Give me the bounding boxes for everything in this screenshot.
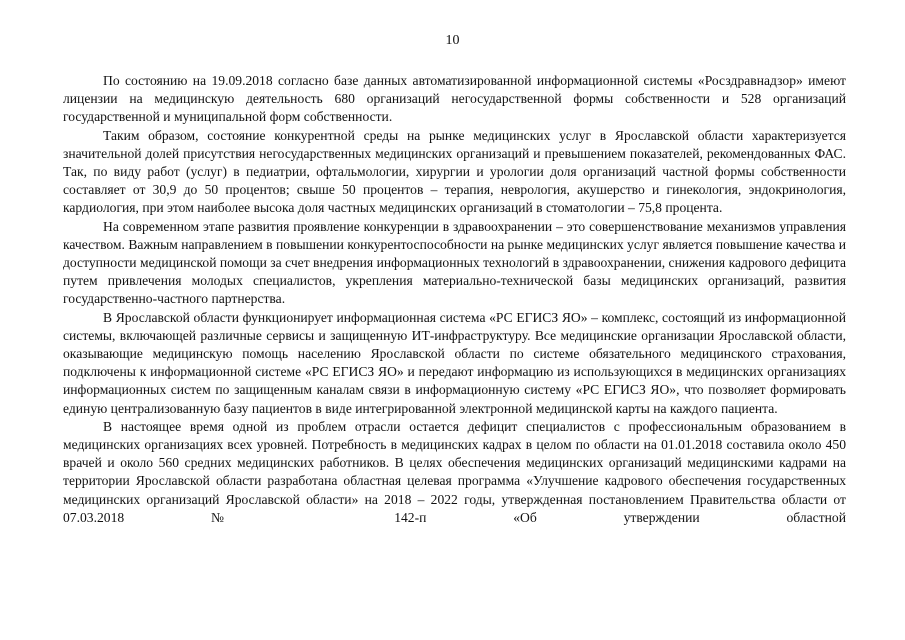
paragraph-licenses: По состоянию на 19.09.2018 согласно базе данных автоматизированной информационной системы «Росздравнадзор» имеют лицензии на медицинскую деятельность 680 организаций негосударственной формы собственности и 528 организаций государственной и муниципальной форм собственности. — [63, 73, 846, 125]
page-number: 10 — [445, 33, 460, 48]
paragraph-information-system: В Ярославской области функционирует информационная система «РС ЕГИСЗ ЯО» – комплекс, состоящий из информационной системы, включающей различные сервисы и защищенную ИТ-инфраструктуру. Все медицинские организации Ярославской области, оказывающие медицинскую помощь населению Ярославской области по системе обязательного медицинского страхования, подключены к информационной системе «РС ЕГИСЗ ЯО» и передают информацию из использующихся в медицинских организациях информационных систем по защищенным каналам связи в информационную систему «РС ЕГИСЗ ЯО», что позволяет формировать единую централизованную базу пациентов в виде интегрированной электронной медицинской карты на каждого пациента. — [63, 309, 846, 416]
paragraph-quality-management: На современном этапе развития проявление конкуренции в здравоохранении – это совершенствование механизмов управления качеством. Важным направлением в повышении конкурентоспособности на рынке медицинских услуг является повышение качества и доступности медицинской помощи за счет внедрения информационных технологий в здравоохранении, снижения кадрового дефицита путем привлечения молодых специалистов, укрепления материально-технической базы медицинских организаций, развития государственно-частного партнерства. — [63, 218, 846, 307]
paragraph-staff-shortage: В настоящее время одной из проблем отрасли остается дефицит специалистов с профессиональным образованием в медицинских организациях всех уровней. Потребность в медицинских кадрах в целом по области на 01.01.2018 составила около 450 врачей и около 560 средних медицинских работников. В целях обеспечения медицинских организаций медицинскими кадрами на территории Ярославской области разработана областная целевая программа «Улучшение кадрового обеспечения государственных медицинских организаций Ярославской области» на 2018 – 2022 годы, утвержденная постановлением Правительства области от 07.03.2018 № 142-п «Об утверждении областной — [63, 418, 846, 525]
paragraph-competitive-environment: Таким образом, состояние конкурентной среды на рынке медицинских услуг в Ярославской области характеризуется значительной долей присутствия негосударственных медицинских организаций и превышением показателей, рекомендованных ФАС. Так, по виду работ (услуг) в педиатрии, офтальмологии, хирургии и урологии доля организаций частной формы собственности составляет от 30,9 до 50 процентов; свыше 50 процентов – терапия, неврология, акушерство и гинекология, эндокринология, кардиология, при этом наиболее высока доля частных медицинских организаций в стоматологии – 75,8 процента. — [63, 127, 846, 216]
document-body — [63, 72, 846, 527]
